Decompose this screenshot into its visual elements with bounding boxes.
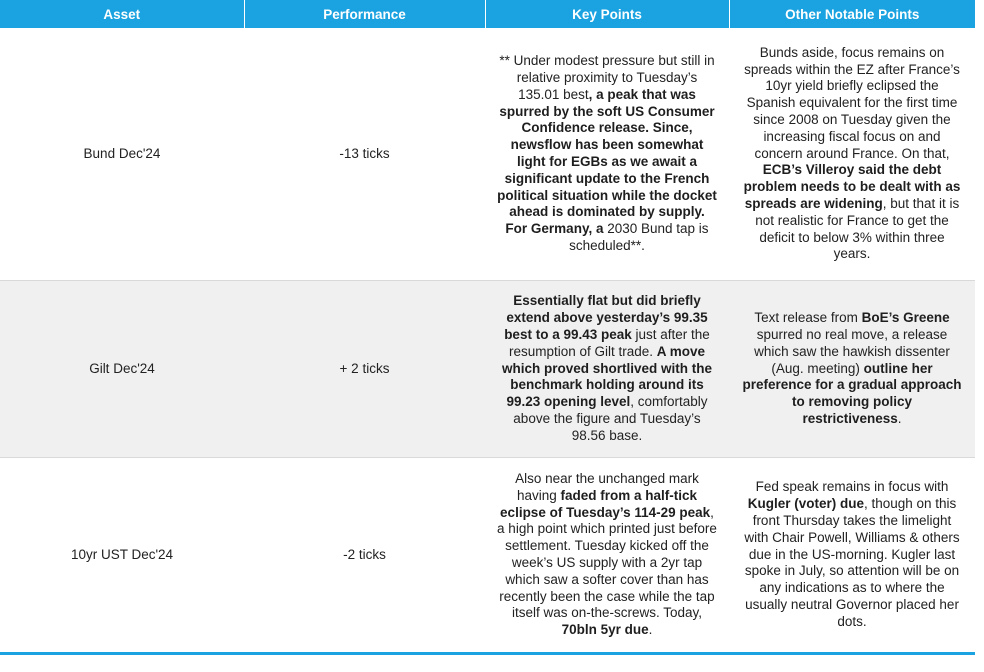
- bold-text-segment: outline her preference for a gradual approach to removing policy restrictiveness: [742, 360, 962, 426]
- bold-text-segment: Kugler (voter) due: [747, 496, 864, 512]
- table-row: [0, 28, 975, 281]
- text-segment: , comfortably above the figure and Tuesday’s 98.56 base.: [513, 394, 708, 443]
- text-segment: ** Under modest pressure but still in relative proximity to Tuesday’s 135.01 best: [499, 53, 715, 102]
- other-points-cell: [729, 458, 975, 654]
- key-points-cell: [485, 28, 729, 281]
- bold-text-segment: BoE’s Greene: [861, 310, 950, 326]
- text-segment: Text release from: [754, 310, 862, 326]
- header-row: [0, 0, 975, 28]
- performance-cell: + 2 ticks: [244, 281, 485, 458]
- header-other-notable-points: Other Notable Points: [729, 0, 975, 28]
- bold-text-segment: ECB’s Villeroy said the debt problem needs to be dealt with as spreads are widening: [743, 162, 961, 211]
- text-segment: .: [897, 410, 902, 426]
- performance-cell: -13 ticks: [244, 28, 485, 281]
- table-row: [0, 458, 975, 654]
- asset-cell: Gilt Dec'24: [0, 281, 244, 458]
- text-segment: 2030 Bund tap is scheduled**.: [569, 221, 709, 253]
- key-points-cell: [485, 458, 729, 654]
- bold-text-segment: 70bln 5yr due: [561, 622, 649, 638]
- header-asset: Asset: [0, 0, 244, 28]
- key-points-cell: [485, 281, 729, 458]
- bold-text-segment: A move which proved shortlived with the benchmark holding around its 99.23 opening level: [501, 343, 713, 410]
- asset-cell: Bund Dec'24: [0, 28, 244, 281]
- text-segment: , a high point which printed just before settlement. Tuesday kicked off the week’s US supply with a 2yr tap which saw a softer cover than has recently been the case while the tap itself was on-the-screws. Today,: [497, 504, 717, 621]
- table-row: [0, 281, 975, 458]
- text-segment: , though on this front Thursday takes the limelight with Chair Powell, Williams & others due in the US-morning. Kugler last spoke in July, so attention will be on any indications as to where the usually neutral Governor placed her dots.: [744, 496, 960, 629]
- bold-text-segment: faded from a half-tick eclipse of Tuesday’s 114-29 peak: [500, 487, 711, 520]
- table-body: [0, 28, 975, 654]
- header-key-points: Key Points: [485, 0, 729, 28]
- other-points-cell: [729, 281, 975, 458]
- text-segment: Also near the unchanged mark having: [515, 471, 699, 503]
- bold-text-segment: Essentially flat but did briefly extend above yesterday’s 99.35 best to a 99.43 peak: [504, 293, 708, 342]
- performance-cell: -2 ticks: [244, 458, 485, 654]
- text-segment: .: [648, 622, 653, 638]
- text-segment: , but that it is not realistic for France to get the deficit to below 3% within three years.: [755, 195, 960, 262]
- header-performance: Performance: [244, 0, 485, 28]
- text-segment: spurred no real move, a release which saw the hawkish dissenter (Aug. meeting): [754, 327, 950, 376]
- other-points-cell: [729, 28, 975, 281]
- text-segment: just after the resumption of Gilt trade.: [508, 327, 710, 359]
- table-header: [0, 0, 975, 28]
- bold-text-segment: , a peak that was spurred by the soft US Consumer Confidence release. Since, newsflow has been somewhat light for EGBs as we await a significant update to the French political situation while the docket ahead is dominated by supply. For Germany, a: [497, 86, 717, 237]
- text-segment: Bunds aside, focus remains on spreads within the EZ after France’s 10yr yield briefly eclipsed the Spanish equivalent for the first time since 2008 on Tuesday given the increasing fiscal focus on and concern around France. On that,: [744, 44, 960, 161]
- asset-cell: 10yr UST Dec'24: [0, 458, 244, 654]
- text-segment: Fed speak remains in focus with: [755, 479, 949, 495]
